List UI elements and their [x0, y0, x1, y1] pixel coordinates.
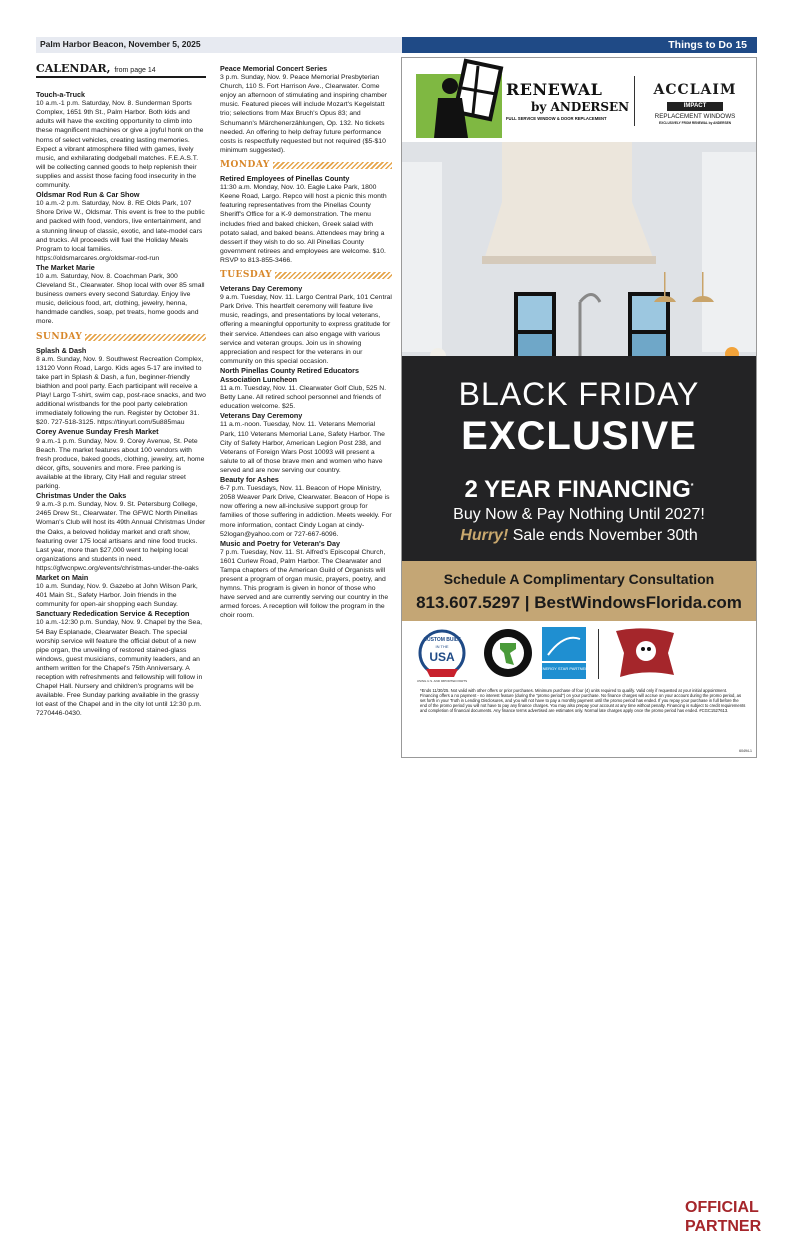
event-item [36, 346, 206, 428]
event-item [36, 190, 206, 263]
hatch-decoration [273, 162, 392, 169]
impact-label: IMPACT [667, 102, 723, 111]
renewal-logo-text: RENEWAL [506, 80, 603, 99]
event-title: Music and Poetry for Veteran's Day [220, 538, 340, 548]
calendar-heading: CALENDAR, from page 14 [36, 64, 206, 78]
window-installer-logo [416, 64, 502, 140]
acclaim-logo-text: ACCLAIM [653, 82, 737, 98]
event-body: 10 a.m.-12:30 p.m. Sunday, Nov. 9. Chapel by the Sea, 54 Bay Esplanade, Clearwater Beach. The special worship service will feature the official debut of a new pipe organ, the unveiling of restored stained-glass windows, guest musicians, community leaders, and an anthem written for the Chapel's 75th Anniversary. A reception with refreshments and fellowship will follow in Chapel Hall. Nursery and children's programs will be available. Free Sunday parking available in the grassy lot east of the Chapel and in the city lot until 12:30 p.m. 7270446-0430. [36, 619, 203, 718]
event-item [36, 609, 206, 718]
badge-usa-text: USA [429, 650, 455, 664]
event-title: North Pinellas County Retired Educators Association Luncheon [220, 365, 359, 384]
badge-custom-built-text: CUSTOM BUILT [423, 637, 461, 643]
official-partner: OFFICIAL PARTNER [685, 1199, 762, 1235]
florida-seal-icon [482, 627, 534, 679]
financing-heading: 2 YEAR FINANCING* [464, 476, 694, 503]
event-title: Beauty for Ashes [220, 475, 279, 485]
event-body: 10 a.m.-1 p.m. Saturday, Nov. 8. Sunderman Sports Complex, 1651 9th St., Palm Harbor. Both kids and adults will have the exciting opportunity to climb into these magnificent machines or give a joyful honk on the horns of select vehicles, creating lasting memories. Expect a vibrant atmosphere filled with games, lively music, and exhilarating dodgeball matches. F.E.A.S.T. will be collecting canned goods to help replenish their supplies and assist those facing food insecurity in the community. [36, 100, 204, 190]
black-friday-heading: BLACK FRIDAY [458, 376, 700, 412]
event-body: 9 a.m.-3 p.m. Sunday, Nov. 9. St. Petersburg College, 2465 Drew St., Clearwater. The GFWC North Pinellas Woman's Club will host its 49th Annual Christmas Under the Oaks, a beloved holiday market and craft show, featuring over 175 local artisans and nine food trucks. Last year, more than $27,000 went to helping local organizations and students in need. https://gfwcnpwc.org/events/christmas-under-the-oaks [36, 501, 206, 572]
replacement-windows-text: REPLACEMENT WINDOWS [654, 113, 736, 120]
event-item [36, 491, 206, 573]
event-body: 10 a.m.-2 p.m. Saturday, Nov. 8. RE Olds Park, 107 Shore Drive W., Oldsmar. This event is free to the public and packed with food, vendors, live entertainment, and a stunning lineup of classic, exotic, and late-model cars and trucks. All proceeds will fuel the Holiday Meals Program to local families. https://oldsmarcares.org/oldsmar-rod-run [36, 200, 205, 262]
event-body: 8 a.m. Sunday, Nov. 9. Southwest Recreation Complex, 13120 Vonn Road, Largo. Kids ages 5-17 are invited to take part in Splash & Dash, a fun, beginner-friendly biathlon and pool party. Each participant will receive a Play! Largo T-shirt, swim cap, post-race snacks, and two additional wristbands for the pool party celebration immediately following the run. Register by October 31. $20. 727-518-3125. https://tinyurl.com/5u885mau [36, 355, 206, 427]
sunday-heading: SUNDAY [36, 333, 206, 342]
event-title: Veterans Day Ceremony [220, 411, 303, 421]
event-body: 10 a.m. Sunday, Nov. 9. Gazebo at John Wilson Park, 401 Main St., Safety Harbor. Join friends in the community for open-air shopping each Sunday. [36, 583, 198, 609]
ad-code: 60494-1 [739, 749, 752, 753]
renewal-tagline: FULL SERVICE WINDOW & DOOR REPLACEMENT [506, 116, 607, 121]
event-item [220, 284, 392, 366]
by-andersen-text: by ANDERSEN [531, 100, 630, 114]
tuesday-events [220, 284, 392, 620]
event-title: Oldsmar Rod Run & Car Show [36, 190, 140, 200]
financing-asterisk: * [690, 483, 694, 490]
event-item [36, 427, 206, 491]
tuesday-heading: TUESDAY [220, 271, 392, 280]
usa-built-badge-icon [416, 627, 468, 683]
buccaneers-flag-icon [610, 625, 680, 683]
event-body: 3 p.m. Sunday, Nov. 9. Peace Memorial Presbyterian Church, 110 S. Fort Harrison Ave., Clearwater. Come enjoy an afternoon of stimulating and inspiring chamber music. Featured pieces will include Mozart's Kegelstatt trio; selections from Max Bruch's Opus 83; and Schumann's Märchenerzählungen, Op. 132. No tickets needed. An offering to help defray future performance costs is respectfully requested but not required ($5-$10 minimum suggested). [220, 74, 388, 154]
issue-date: Palm Harbor Beacon, November 5, 2025 [40, 39, 201, 49]
event-title: Corey Avenue Sunday Fresh Market [36, 427, 159, 437]
event-body: 11 a.m. Tuesday, Nov. 11. Clearwater Golf Club, 525 N. Betty Lane. All retired school personnel and friends of education welcome. $25. [220, 385, 387, 411]
section-title: Things to Do 15 [402, 37, 757, 53]
exclusive-heading: EXCLUSIVE [461, 414, 697, 458]
event-item [220, 64, 392, 155]
event-title: Peace Memorial Concert Series [220, 64, 328, 73]
advertisement [401, 57, 762, 1235]
event-item [220, 366, 392, 411]
event-item [220, 411, 392, 475]
event-title: Market on Main [36, 572, 89, 582]
hurry-line: Hurry! Sale ends November 30th [460, 527, 698, 544]
event-title: Christmas Under the Oaks [36, 491, 127, 501]
event-title: The Market Marie [36, 262, 95, 272]
phone-and-website[interactable]: 813.607.5297 | BestWindowsFlorida.com [416, 593, 742, 612]
sunday-events [36, 346, 206, 719]
event-item [220, 475, 392, 539]
column-1 [36, 64, 206, 718]
event-body: 10 a.m. Saturday, Nov. 8. Coachman Park, 300 Cleveland St., Clearwater. Shop local with over 85 small business owners every second Saturday. Enjoy live music, delicious food, art, clothing, jewelry, henna, handmade candles, soap, pet treats, home goods and more. [36, 272, 205, 326]
monday-heading: MONDAY [220, 161, 392, 170]
exclusively-text: EXCLUSIVELY FROM RENEWAL by ANDERSEN [658, 121, 732, 125]
event-title: Veterans Day Ceremony [220, 284, 303, 294]
event-title: Splash & Dash [36, 345, 87, 355]
ad-logos [402, 58, 756, 142]
event-body: 6-7 p.m. Tuesdays, Nov. 11. Beacon of Hope Ministry, 2058 Weaver Park Drive, Clearwater. Beacon of Hope is now offering a new all-inclusive support group for families of those suffering in addiction. Meets weekly. For more information, contact Cindy Logan at cindy-52logan@yahoo.com or 727-667-6096. [220, 485, 392, 538]
buy-now-text: Buy Now & Pay Nothing Until 2027! [453, 506, 705, 523]
energy-star-icon [539, 627, 589, 681]
event-body: 7 p.m. Tuesday, Nov. 11. St. Alfred's Episcopal Church, 1601 Curlew Road, Palm Harbor. The Clearwater and Tampa chapters of the American Guild of Organists will present a program of organ music, prayers, poetry, and hymns. This program is given in honor of those who have served and are currently serving our country in the armed forces. A reception will follow the program in the choir room. [220, 548, 389, 620]
event-item [220, 174, 392, 265]
event-title: Sanctuary Rededication Service & Reception [36, 609, 190, 619]
schedule-text: Schedule A Complimentary Consultation [443, 571, 715, 587]
badge-fine-text: USING U.S. AND IMPORTED PARTS [416, 679, 468, 683]
sunday-events-continued [220, 64, 392, 155]
event-item [36, 263, 206, 327]
hatch-decoration [275, 272, 392, 279]
column-2 [220, 64, 392, 621]
hatch-decoration [85, 334, 206, 341]
energy-star-text: ENERGY STAR PARTNER [539, 666, 589, 671]
event-title: Retired Employees of Pinellas County [220, 174, 350, 184]
event-title: Touch-a-Truck [36, 90, 85, 100]
event-item [36, 90, 206, 190]
disclaimer: *Ends 11/30/25. Not valid with other offers or prior purchases. Minimum purchase of four (4) units required to qualify. Valid only if requested at your initial appointment. Financing offers a no payment - no interest feature (during the "promo period") on your purchase. No finance charges will accrue on your account during the promo period, as set forth in your Truth in Lending Disclosures, and you will not have to pay a monthly payment until the promo period has ended. If you repay your purchase in full before the end of the promo period you will not have to pay any finance charges. You may also prepay your account at any time without penalty. Financing is subject to credit requirements and completion of financial documents. Any finance terms advertised are estimates only. Normal late charges apply once the promo period has ended. #CGC1527613. [420, 688, 746, 714]
page-header [36, 37, 757, 53]
event-body: 9 a.m. Tuesday, Nov. 11. Largo Central Park, 101 Central Park Drive. This heartfelt ceremony will feature live music, readings, and presentations by local veterans, offering a meaningful opportunity to express gratitude for their service. Attendees can also engage with various service and veteran groups. Join us in showing appreciation and respect for the veterans in our community on this special occasion. [220, 294, 392, 365]
event-body: 11 a.m.-noon. Tuesday, Nov. 11. Veterans Memorial Park, 110 Veterans Memorial Lane, Safety Harbor. The City of Safety Harbor, American Legion Post 238, and Veterans of Foreign Wars Post 10093 will present a salute to all of those brave men and women who have served and are now serving our country. [220, 421, 385, 474]
badge-in-the-text: IN THE [435, 644, 449, 649]
badge-divider [598, 629, 599, 679]
event-item [36, 573, 206, 609]
logo-divider [634, 76, 635, 126]
monday-events [220, 174, 392, 265]
event-body: 11:30 a.m. Monday, Nov. 10. Eagle Lake Park, 1800 Keene Road, Largo. Repco will host a picnic this month featuring representatives from the Pinellas County Sheriff's Office for a K-9 demonstration. The menu includes fried and baked chicken, Greek salad with potato salad, and baked beans. Attendees may bring a dessert if they wish to do so. All Pinellas County government retirees and employees are welcome. $10. RSVP to 813-855-3466. [220, 184, 387, 264]
event-item [220, 539, 392, 621]
saturday-events [36, 90, 206, 326]
event-body: 9 a.m.-1 p.m. Sunday, Nov. 9. Corey Avenue, St. Pete Beach. The market features about 100 vendors with fresh produce, baked goods, clothing, jewelry, art, home décor, gifts, souvenirs and more. Free parking is available at the library, City Hall and regular street parking. [36, 437, 205, 491]
